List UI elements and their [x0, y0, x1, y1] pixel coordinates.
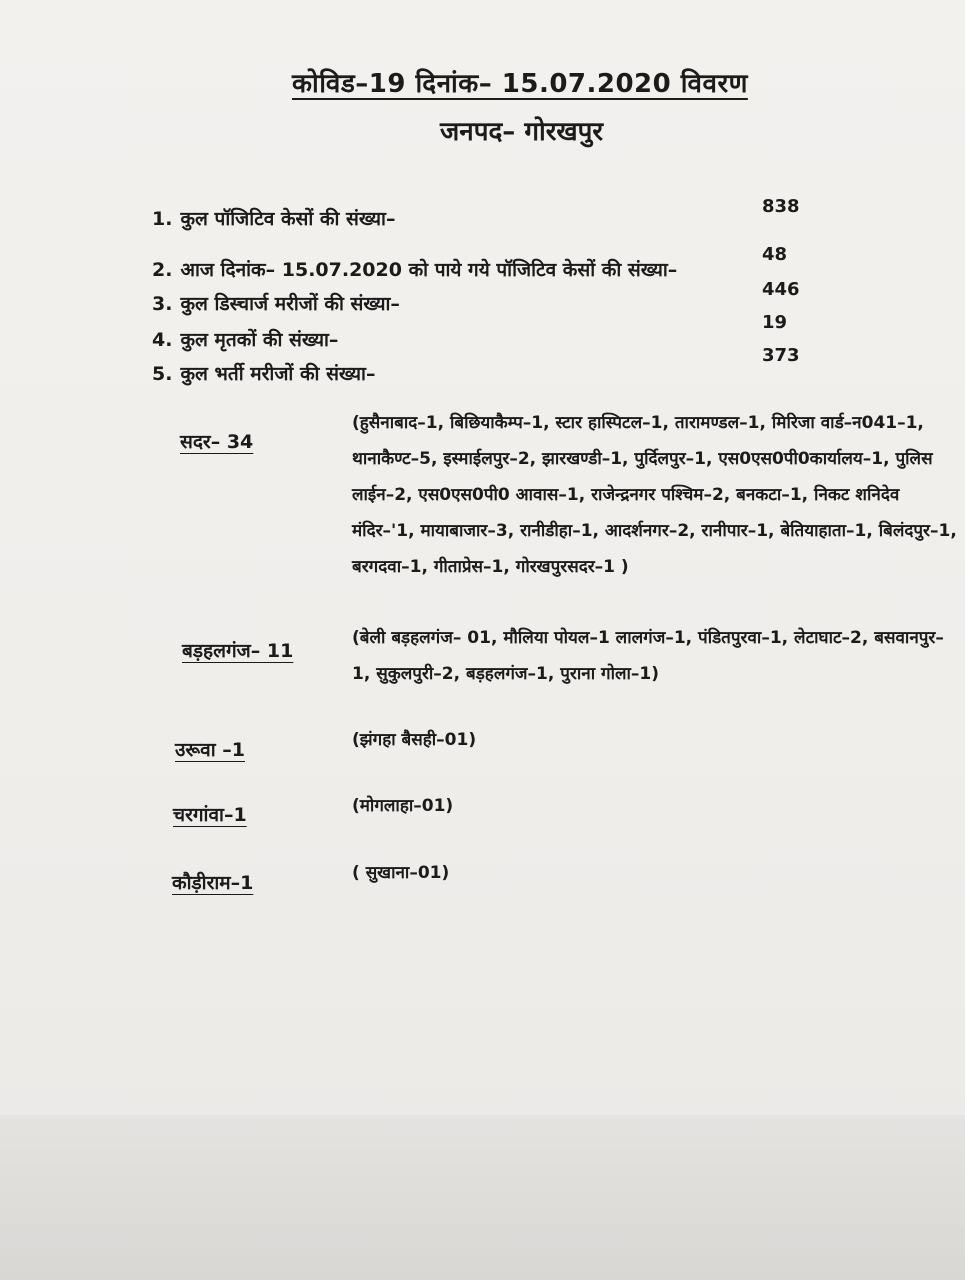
stat-value-admitted: 373: [762, 345, 800, 366]
document-title: कोविड–19 दिनांक– 15.07.2020 विवरण: [292, 69, 748, 99]
stat-number: 3.: [152, 293, 173, 315]
stat-row-discharged: [152, 290, 400, 316]
area-detail-sadar: (हुसैनाबाद–1, बिछियाकैम्प–1, स्टार हास्पिटल–1, तारामण्डल–1, मिरिजा वार्ड–न041–1, थानाकैण्ट–5, इस्माईलपुर–2, झारखण्डी–1, पुर्दिलपुर–1, एस0एस0पी0कार्यालय–1, पुलिस लाईन–2, एस0एस0पी0 आवास–1, राजेन्द्रनगर पश्चिम–2, बनकटा–1, निकट शनिदेव मंदिर–'1, मायाबाजार–3, रानीडीहा–1, आदर्शनगर–2, रानीपार–1, बेतियाहाता–1, बिलंदपुर–1, बरगदवा–1, गीताप्रेस–1, गोरखपुरसदर–1 ): [352, 413, 957, 577]
stat-row-today-positive: [152, 256, 677, 282]
area-label-barhalganj: बड़हलगंज– 11: [182, 640, 294, 662]
stat-value-total-positive: 838: [762, 196, 800, 217]
area-label-sadar: सदर– 34: [180, 431, 254, 453]
stat-label: कुल डिस्चार्ज मरीजों की संख्या–: [180, 293, 400, 315]
stat-label: कुल पॉजिटिव केसों की संख्या–: [180, 208, 396, 230]
stat-number: 2.: [152, 259, 173, 281]
area-detail-uruwa: (झंगहा बैसही–01): [352, 730, 477, 750]
stat-value-discharged: 446: [762, 279, 800, 300]
area-label-chargawan: चरगांवा–1: [173, 804, 247, 826]
stat-row-deaths: [152, 326, 338, 352]
stat-value-today-positive: 48: [762, 244, 788, 265]
stat-row-admitted: [152, 360, 375, 386]
stat-number: 1.: [152, 208, 173, 230]
stat-value-deaths: 19: [762, 312, 788, 333]
district-subtitle: जनपद– गोरखपुर: [440, 117, 604, 147]
stat-label: कुल भर्ती मरीजों की संख्या–: [180, 363, 376, 385]
area-detail-barhalganj: (बेली बड़हलगंज– 01, मौलिया पोयल–1 लालगंज–1, पंडितपुरवा–1, लेटाघाट–2, बसवानपुर–1, सुकुलपुरी–2, बड़हलगंज–1, पुराना गोला–1): [352, 628, 944, 684]
area-detail-chargawan: (मोगलाहा–01): [352, 796, 454, 816]
stat-number: 5.: [152, 363, 173, 385]
area-label-uruwa: उरूवा –1: [175, 739, 245, 761]
stat-row-total-positive: [152, 205, 395, 231]
page-shadow: [0, 1115, 965, 1280]
area-detail-kauriram: ( सुखाना–01): [352, 863, 450, 883]
stat-label: कुल मृतकों की संख्या–: [180, 329, 339, 351]
stat-number: 4.: [152, 329, 173, 351]
stat-label: आज दिनांक– 15.07.2020 को पाये गये पॉजिटिव केसों की संख्या–: [180, 259, 678, 281]
area-label-kauriram: कौड़ीराम–1: [172, 872, 254, 894]
